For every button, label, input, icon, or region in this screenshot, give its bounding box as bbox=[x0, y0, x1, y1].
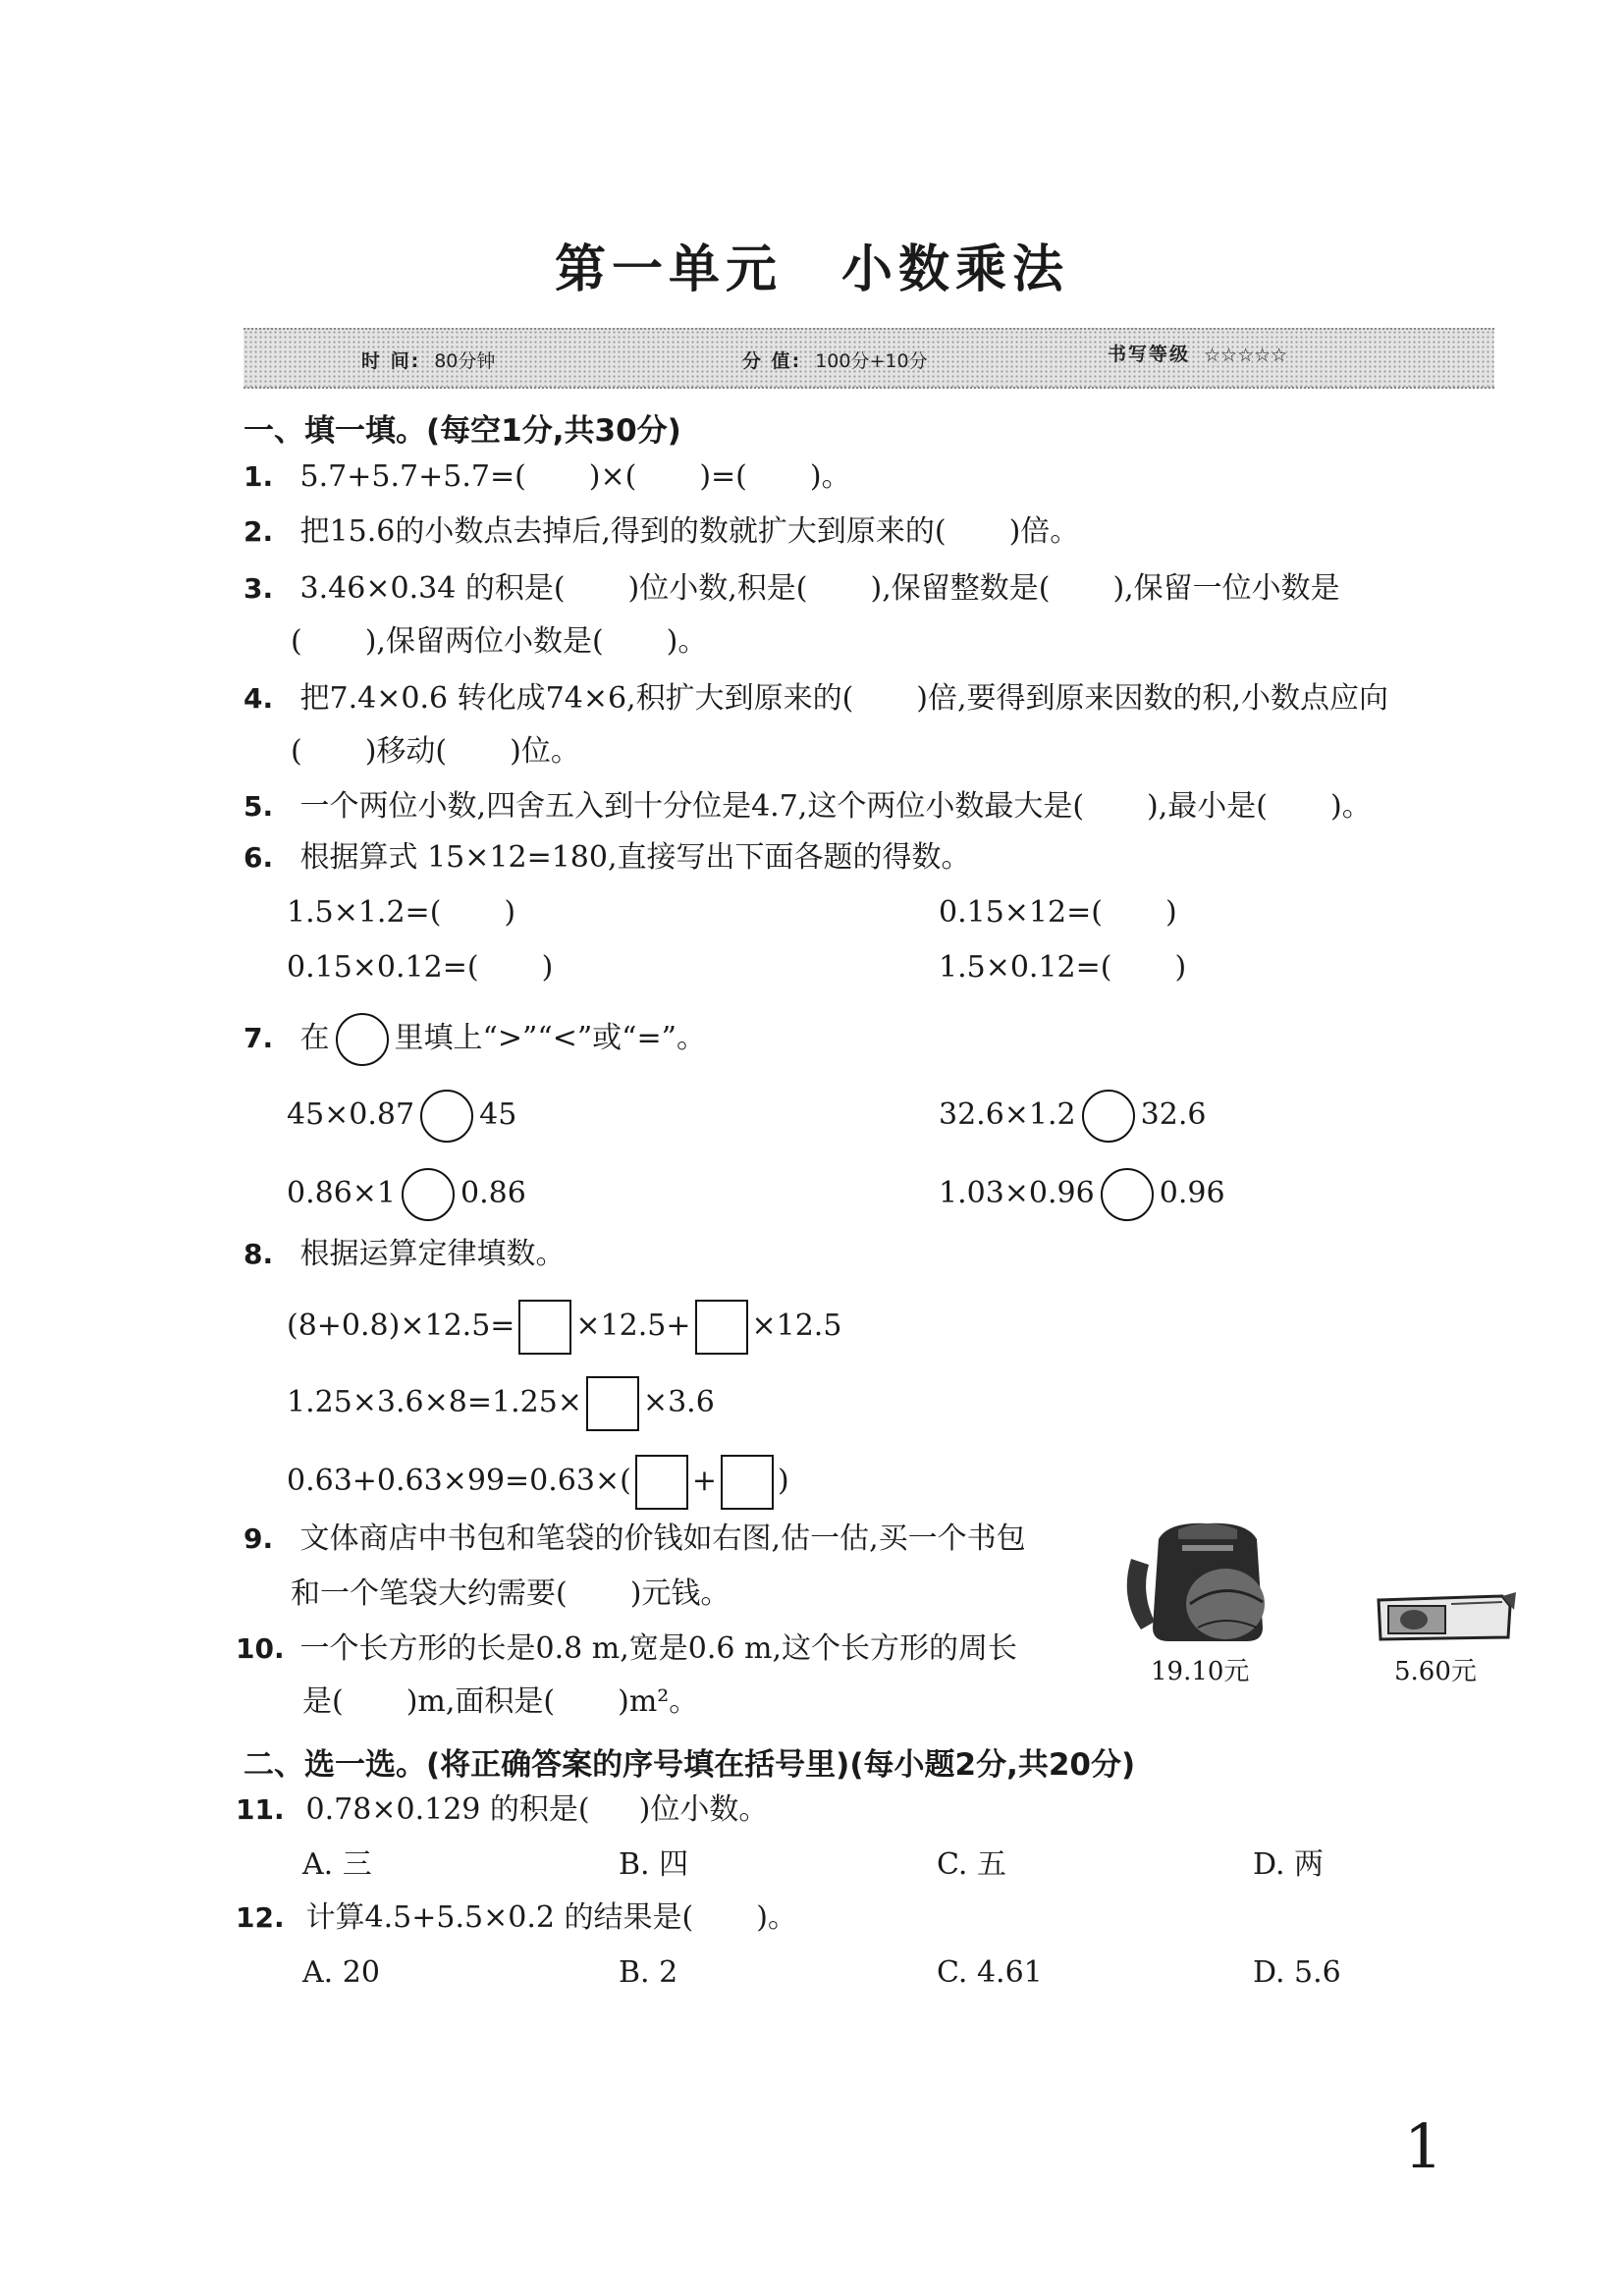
backpack-image bbox=[1119, 1520, 1296, 1651]
question-1 bbox=[244, 457, 851, 497]
q3-number: 3. bbox=[244, 572, 274, 605]
question-2 bbox=[244, 512, 1079, 552]
question-8 bbox=[244, 1235, 566, 1274]
q1-text-b: )×( bbox=[588, 459, 637, 494]
q8-number: 8. bbox=[244, 1238, 274, 1270]
q4-text-a: 把7.4×0.6 转化成74×6,积扩大到原来的( bbox=[299, 681, 854, 716]
question-3-cont bbox=[291, 622, 707, 662]
question-10-cont bbox=[302, 1682, 698, 1722]
q11-text-a: 0.78×0.129 的积是( bbox=[305, 1792, 590, 1827]
page-title bbox=[0, 228, 1624, 301]
q8-l2-a: 1.25×3.6×8=1.25× bbox=[287, 1385, 582, 1419]
q1-number: 1. bbox=[244, 460, 274, 493]
q10-number: 10. bbox=[236, 1632, 285, 1665]
title-unit: 第一单元 bbox=[554, 240, 783, 299]
q6-item-2-text: 0.15×12=( bbox=[939, 895, 1103, 930]
q12-text-a: 计算4.5+5.5×0.2 的结果是( bbox=[305, 1900, 694, 1935]
q6-item-4-close: ) bbox=[1174, 950, 1187, 985]
q9-number: 9. bbox=[244, 1522, 274, 1555]
q8-line-1 bbox=[287, 1300, 841, 1355]
compare-circle-3[interactable] bbox=[402, 1168, 455, 1221]
q1-text-c: )=( bbox=[699, 459, 747, 494]
q11-option-c[interactable]: C. 五 bbox=[937, 1847, 1006, 1882]
answer-box[interactable] bbox=[635, 1455, 688, 1510]
q1-text-a: 5.7+5.7+5.7=( bbox=[299, 459, 526, 494]
pencil-case-image bbox=[1373, 1588, 1518, 1649]
q6-item-4-text: 1.5×0.12=( bbox=[939, 950, 1112, 985]
time-info bbox=[361, 347, 495, 373]
q7-c1-left: 45×0.87 bbox=[287, 1097, 415, 1132]
q6-item-2 bbox=[939, 893, 1177, 933]
answer-box[interactable] bbox=[518, 1300, 571, 1355]
page-number: 1 bbox=[1404, 2110, 1443, 2182]
q6-item-1-close: ) bbox=[504, 895, 516, 930]
q6-item-1 bbox=[287, 893, 515, 933]
question-11 bbox=[236, 1790, 768, 1830]
grade-stars: ☆☆☆☆☆ bbox=[1204, 344, 1288, 366]
title-topic: 小数乘法 bbox=[841, 240, 1070, 299]
q5-number: 5. bbox=[244, 790, 274, 823]
q10-text-c: )m,面积是( bbox=[406, 1684, 556, 1719]
grade-label: 书写等级 bbox=[1108, 344, 1191, 365]
q8-l1-b: ×12.5+ bbox=[575, 1308, 691, 1343]
q8-l3-b: + bbox=[691, 1464, 717, 1498]
pencil-case-icon bbox=[1373, 1588, 1518, 1645]
answer-box[interactable] bbox=[586, 1376, 639, 1431]
q7-compare-4 bbox=[939, 1168, 1225, 1221]
q3-text-f: ),保留两位小数是( bbox=[364, 624, 604, 659]
q3-text-c: ),保留整数是( bbox=[870, 571, 1051, 606]
q8-l2-b: ×3.6 bbox=[642, 1385, 715, 1419]
q7-number: 7. bbox=[244, 1022, 274, 1054]
q5-text-b: ),最小是( bbox=[1147, 789, 1268, 824]
q6-number: 6. bbox=[244, 841, 274, 874]
q7-compare-2 bbox=[939, 1090, 1206, 1143]
info-bar bbox=[244, 328, 1494, 389]
q7-text-b: 里填上“>”“<”或“=”。 bbox=[394, 1021, 706, 1055]
section-2-heading: 二、选一选。(将正确答案的序号填在括号里)(每小题2分,共20分) bbox=[244, 1747, 1136, 1783]
q12-option-d[interactable]: D. 5.6 bbox=[1253, 1955, 1341, 1990]
q2-text-a: 把15.6的小数点去掉后,得到的数就扩大到原来的( bbox=[299, 514, 947, 549]
q7-c2-right: 32.6 bbox=[1140, 1097, 1207, 1132]
q6-text: 根据算式 15×12=180,直接写出下面各题的得数。 bbox=[299, 840, 971, 875]
q5-text-a: 一个两位小数,四舍五入到十分位是4.7,这个两位小数最大是( bbox=[299, 789, 1085, 824]
q2-number: 2. bbox=[244, 515, 274, 548]
q11-option-a[interactable]: A. 三 bbox=[302, 1847, 372, 1882]
q4-text-b: )倍,要得到原来因数的积,小数点应向 bbox=[916, 681, 1389, 716]
q8-l1-a: (8+0.8)×12.5= bbox=[287, 1308, 515, 1343]
q4-text-c: ( bbox=[291, 734, 302, 769]
q1-text-d: )。 bbox=[809, 459, 851, 494]
section-1-heading: 一、填一填。(每空1分,共30分) bbox=[244, 413, 681, 449]
question-10 bbox=[236, 1629, 1017, 1669]
q4-number: 4. bbox=[244, 682, 274, 715]
question-9-cont bbox=[291, 1575, 730, 1614]
q11-option-b[interactable]: B. 四 bbox=[619, 1847, 689, 1882]
q9-text-c: )元钱。 bbox=[629, 1576, 731, 1611]
q6-item-1-text: 1.5×1.2=( bbox=[287, 895, 442, 930]
grade-info bbox=[1108, 340, 1287, 366]
score-info bbox=[742, 347, 928, 373]
q7-compare-3 bbox=[287, 1168, 526, 1221]
question-7 bbox=[244, 1013, 706, 1066]
question-4-cont bbox=[291, 732, 580, 772]
q7-c4-right: 0.96 bbox=[1159, 1176, 1225, 1210]
q7-c3-right: 0.86 bbox=[460, 1176, 526, 1210]
question-12 bbox=[236, 1898, 797, 1938]
q7-c4-left: 1.03×0.96 bbox=[939, 1176, 1095, 1210]
q4-text-d: )移动( bbox=[364, 734, 448, 769]
compare-circle-2[interactable] bbox=[1082, 1090, 1135, 1143]
time-value: 80分钟 bbox=[434, 350, 496, 372]
q12-text-b: )。 bbox=[756, 1900, 797, 1935]
q7-c2-left: 32.6×1.2 bbox=[939, 1097, 1076, 1132]
q5-text-c: )。 bbox=[1330, 789, 1372, 824]
q7-text-a: 在 bbox=[299, 1021, 330, 1055]
answer-box[interactable] bbox=[695, 1300, 748, 1355]
q6-item-4 bbox=[939, 948, 1186, 988]
q7-compare-1 bbox=[287, 1090, 516, 1143]
q6-item-3 bbox=[287, 948, 553, 988]
q3-text-g: )。 bbox=[666, 624, 708, 659]
pencil-case-price: 5.60元 bbox=[1394, 1657, 1477, 1686]
q8-line-2 bbox=[287, 1376, 715, 1431]
question-4 bbox=[244, 679, 1388, 719]
q6-item-3-close: ) bbox=[541, 950, 554, 985]
score-label: 分 值: bbox=[742, 350, 802, 372]
circle-icon bbox=[336, 1013, 389, 1066]
q11-option-d[interactable]: D. 两 bbox=[1253, 1847, 1325, 1882]
time-label: 时 间: bbox=[361, 350, 421, 372]
q3-text-b: )位小数,积是( bbox=[627, 571, 808, 606]
compare-circle-4[interactable] bbox=[1101, 1168, 1154, 1221]
answer-box[interactable] bbox=[721, 1455, 774, 1510]
q12-number: 12. bbox=[236, 1901, 285, 1934]
q3-text-e: ( bbox=[291, 624, 302, 659]
q4-text-e: )位。 bbox=[510, 734, 580, 769]
q6-item-2-close: ) bbox=[1164, 895, 1177, 930]
q7-c1-right: 45 bbox=[479, 1097, 517, 1132]
q10-text-d: )m²。 bbox=[618, 1684, 699, 1719]
compare-circle-1[interactable] bbox=[420, 1090, 473, 1143]
backpack-icon bbox=[1119, 1520, 1296, 1647]
q7-c3-left: 0.86×1 bbox=[287, 1176, 397, 1210]
q9-text-b: 和一个笔袋大约需要( bbox=[291, 1576, 568, 1611]
q6-item-3-text: 0.15×0.12=( bbox=[287, 950, 479, 985]
question-5 bbox=[244, 787, 1372, 827]
question-3 bbox=[244, 569, 1340, 609]
q11-text-b: )位小数。 bbox=[638, 1792, 769, 1827]
q9-text-a: 文体商店中书包和笔袋的价钱如右图,估一估,买一个书包 bbox=[299, 1522, 1026, 1556]
q8-text: 根据运算定律填数。 bbox=[299, 1237, 566, 1271]
q10-text-a: 一个长方形的长是0.8 m,宽是0.6 m,这个长方形的周长 bbox=[299, 1631, 1018, 1666]
q3-text-a: 3.46×0.34 的积是( bbox=[299, 571, 566, 606]
question-9 bbox=[244, 1520, 1026, 1559]
question-6 bbox=[244, 838, 971, 878]
q12-option-c[interactable]: C. 4.61 bbox=[937, 1955, 1043, 1990]
q8-l1-c: ×12.5 bbox=[751, 1308, 842, 1343]
q12-option-a[interactable]: A. 20 bbox=[302, 1955, 380, 1990]
q8-l3-c: ) bbox=[777, 1464, 789, 1498]
q12-option-b[interactable]: B. 2 bbox=[619, 1955, 678, 1990]
q8-l3-a: 0.63+0.63×99=0.63×( bbox=[287, 1464, 631, 1498]
q2-text-b: )倍。 bbox=[1008, 514, 1080, 549]
q8-line-3 bbox=[287, 1455, 789, 1510]
score-value: 100分+10分 bbox=[815, 350, 928, 372]
q10-text-b: 是( bbox=[302, 1684, 344, 1719]
q3-text-d: ),保留一位小数是 bbox=[1112, 571, 1340, 606]
backpack-price: 19.10元 bbox=[1151, 1657, 1250, 1686]
q11-number: 11. bbox=[236, 1793, 285, 1826]
